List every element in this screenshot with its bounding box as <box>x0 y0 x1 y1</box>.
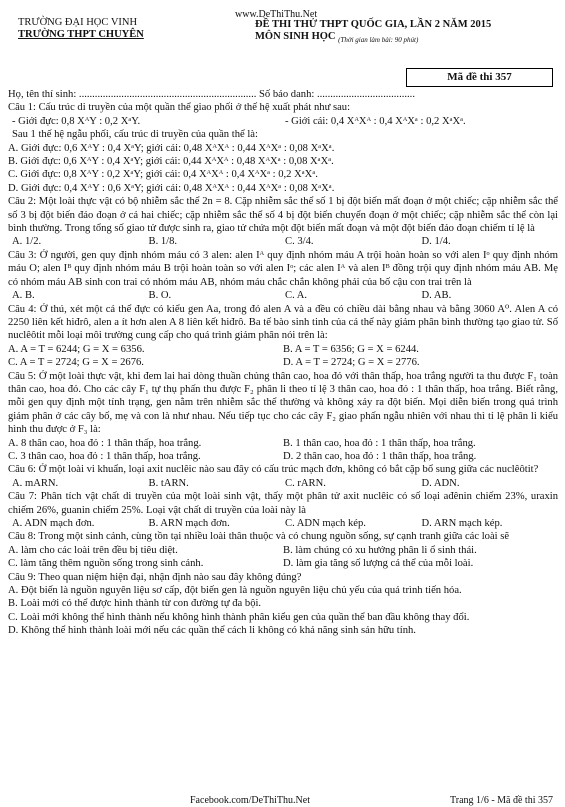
q7-option-d[interactable]: D. ARN mạch kép. <box>421 518 503 529</box>
q1-stem: Câu 1: Cấu trúc di truyền của một quần thể giao phối ở thế hệ xuất phát như sau: <box>8 102 351 114</box>
q5-option-b[interactable]: B. 1 thân cao, hoa đỏ : 1 thân thấp, hoa trắng. <box>283 437 476 449</box>
q1-gender-row <box>8 115 558 128</box>
q2-option-d[interactable]: D. 1/4. <box>421 236 451 248</box>
school-name-2: TRƯỜNG THPT CHUYÊN <box>18 29 144 40</box>
q8-option-b[interactable]: B. làm chúng có xu hướng phân li ổ sinh thái. <box>283 544 477 556</box>
q7-option-c[interactable]: C. ADN mạch kép. <box>285 518 366 529</box>
q1-line2: Sau 1 thế hệ ngẫu phối, cấu trúc di truyền của quần thể là: <box>12 129 258 141</box>
q7-stem: Câu 7: Phân tích vật chất di truyền của một loài sinh vật, thấy một phân tử axit nuclêic có số loại ađênin chiếm 23%, uraxin chiếm 26%, guanin chiếm 25%. Loại vật chất di truyền của loài này là <box>8 491 558 516</box>
q3-option-b[interactable]: B. O. <box>148 290 172 302</box>
q1-female: - Giới cái: 0,4 XᴬXᴬ : 0,4 XᴬXᵃ : 0,2 XᵃXᵃ. <box>285 115 466 127</box>
q6-option-d[interactable]: D. ADN. <box>421 477 460 489</box>
q2-option-a[interactable]: A. 1/2. <box>12 236 42 248</box>
q6-options <box>8 477 558 490</box>
exam-code-box: Mã đề thi 357 <box>406 68 553 87</box>
q8-option-c[interactable]: C. làm tăng thêm nguồn sống trong sinh cảnh. <box>8 558 204 570</box>
q6-option-c[interactable]: C. rARN. <box>285 477 326 489</box>
q6-option-a[interactable]: A. mARN. <box>12 477 59 489</box>
exam-title-block <box>255 19 491 43</box>
q2-option-c[interactable]: C. 3/4. <box>285 236 314 248</box>
q3-option-a[interactable]: A. B. <box>12 290 35 302</box>
header <box>0 6 565 83</box>
q2-options <box>8 235 558 248</box>
q4-options-row2 <box>8 356 558 369</box>
q8-options-row1 <box>8 544 558 557</box>
q4-option-a[interactable]: A. A = T = 6244; G = X = 6356. <box>8 343 145 355</box>
q1-option-a[interactable]: A. Giới đực: 0,6 XᴬY : 0,4 XᵃY; giới cái: 0,48 XᴬXᴬ : 0,44 XᴬXᵃ : 0,08 XᵃXᵃ. <box>8 142 335 154</box>
q9-option-b[interactable]: B. Loài mới có thể được hình thành từ con đường tự đa bội. <box>8 598 262 610</box>
q1-option-b[interactable]: B. Giới đực: 0,6 XᴬY : 0,4 XᵃY; giới cái: 0,44 XᴬXᴬ : 0,48 XᴬXᵃ : 0,08 XᵃXᵃ. <box>8 156 334 168</box>
q5-options-row1 <box>8 437 558 450</box>
q3-options <box>8 289 558 302</box>
q8-stem: Câu 8: Trong một sinh cảnh, cùng tồn tại nhiều loài thân thuộc và có chung nguồn sống, sự cạnh tranh giữa các loài sẽ <box>8 531 510 543</box>
q1-option-d[interactable]: D. Giới đực: 0,4 XᴬY : 0,6 XᵃY; giới cái: 0,48 XᴬXᴬ : 0,44 XᴬXᵃ : 0,08 XᵃXᵃ. <box>8 182 335 194</box>
q4-options-row1 <box>8 343 558 356</box>
q9-option-c[interactable]: C. Loài mới không thể hình thành nếu không hình thành phân kiểu gen của quần thể ban đầu không thay đổi. <box>8 611 470 623</box>
student-info: Họ, tên thí sinh: ................................................................... Số báo danh: ..................................... <box>8 89 415 100</box>
q3-stem: Câu 3: Ở người, gen quy định nhóm máu có 3 alen: alen Iᴬ quy định nhóm máu A trội hoàn hoàn so với alen Iᵒ quy định nhóm máu O; alen Iᴮ quy định nhóm máu B trội hoàn toàn so với alen Iᵒ; các alen Iᴬ và alen Iᴮ đồng trội quy định nhóm máu AB. Mẹ có nhóm máu AB sinh con trai có nhóm máu AB, nhóm máu chắc chắn không phải của bố cậu con trai trên là <box>8 249 558 288</box>
q7-option-b[interactable]: B. ARN mạch đơn. <box>148 518 230 529</box>
q8-option-a[interactable]: A. làm cho các loài trên đều bị tiêu diệt. <box>8 544 178 556</box>
q2-option-b[interactable]: B. 1/8. <box>148 236 178 248</box>
q8-option-d[interactable]: D. làm gia tăng số lượng cá thể của mỗi loài. <box>283 558 474 570</box>
q6-stem: Câu 6: Ở một loài vi khuẩn, loại axit nuclêic nào sau đây có cấu trúc mạch đơn, không có bắt cặp bổ sung giữa các nuclêôtit? <box>8 464 539 476</box>
q5-option-a[interactable]: A. 8 thân cao, hoa đỏ : 1 thân thấp, hoa trắng. <box>8 437 202 449</box>
website-link[interactable]: www.DeThiThu.Net <box>235 9 318 20</box>
q2-stem: Câu 2: Một loài thực vật có bộ nhiễm sắc thể 2n = 8. Cặp nhiễm sắc thể số 1 bị đột biến mất đoạn ở một chiếc; cặp nhiễm sắc thể số 3 bị đột biến đảo đoạn ở cả hai chiếc; cặp nhiễm sắc thể số 4 bị đột biến chuyển đoạn ở một chiếc; cặp nhiễm sắc thể còn lại bình thường. Trong tổng số giao tử được sinh ra, giao tử chứa một đột biến mất đoạn và một đột biến đảo đoạn chiếm tỉ lệ là <box>8 196 558 235</box>
exam-subject <box>255 31 491 43</box>
q8-options-row2 <box>8 557 558 570</box>
page-indicator: Trang 1/6 - Mã đề thi 357 <box>450 795 553 806</box>
footer-link[interactable]: Facebook.com/DeThiThu.Net <box>190 795 310 806</box>
q9-stem: Câu 9: Theo quan niệm hiện đại, nhận định nào sau đây không đúng? <box>8 571 302 583</box>
q4-stem: Câu 4: Ở thú, xét một cá thể đực có kiểu gen Aa, trong đó alen A và a đều có chiều dài bằng nhau và bằng 3060 A⁰. Alen A có 2250 liên kết hiđrô, alen a ít hơn alen A 8 liên kết hiđrô. Ba tế bào sinh tinh của cá thể này giảm phân bình thường tạo giao tử. Số nuclêôtit mỗi loại môi trường cung cấp cho quá trình giảm phân nói trên là: <box>8 303 558 342</box>
q7-options <box>8 517 558 530</box>
time-label: (Thời gian làm bài: 90 phút) <box>338 36 419 45</box>
subject-label: MÔN SINH HỌC <box>255 31 336 42</box>
q7-option-a[interactable]: A. ADN mạch đơn. <box>12 518 95 529</box>
q5-option-d[interactable]: D. 2 thân cao, hoa đỏ : 1 thân thấp, hoa trắng. <box>283 450 477 462</box>
school-block <box>18 17 144 41</box>
q4-option-c[interactable]: C. A = T = 2724; G = X = 2676. <box>8 357 144 369</box>
q9-option-d[interactable]: D. Không thể hình thành loài mới nếu các quần thể cách li không có khả năng sinh sản hữu tính. <box>8 625 416 637</box>
q6-option-b[interactable]: B. tARN. <box>148 477 189 489</box>
q3-option-c[interactable]: C. A. <box>285 290 308 302</box>
q5-options-row2 <box>8 450 558 463</box>
q5-stem: Câu 5: Ở một loài thực vật, khi đem lai hai dòng thuần chủng thân cao, hoa đỏ với thân thấp, hoa trắng người ta thu được F₁ toàn thân cao, hoa đỏ. Cho các cây F₁ tự thụ phấn thu được F₂ phân li theo tỉ lệ 3 thân cao, hoa đỏ : 1 thân thấp, hoa trắng. Biết rằng, mỗi gen quy định một tính trạng, gen nằm trên nhiễm sắc thể thường và không xảy ra đột biến. Mọi diễn biến trong quá trình giảm phân ở các cây bố, mẹ và con là như nhau. Nếu tiếp tục cho các cây F₂ giao phấn ngẫu nhiên với nhau thì tỉ lệ phân li kiểu hình thu được ở F₃ là: <box>8 370 558 436</box>
q9-option-a[interactable]: A. Đột biến là nguồn nguyên liệu sơ cấp, đột biến gen là nguồn nguyên liệu chủ yếu của quá trình tiến hóa. <box>8 585 462 597</box>
exam-body <box>8 88 558 638</box>
q4-option-b[interactable]: B. A = T = 6356; G = X = 6244. <box>283 343 419 355</box>
q5-option-c[interactable]: C. 3 thân cao, hoa đỏ : 1 thân thấp, hoa trắng. <box>8 450 201 462</box>
school-name-1: TRƯỜNG ĐẠI HỌC VINH <box>18 17 138 28</box>
q1-male: - Giới đực: 0,8 XᴬY : 0,2 XᵃY. <box>12 115 141 127</box>
exam-title: ĐỀ THI THỬ THPT QUỐC GIA, LẦN 2 NĂM 2015 <box>255 19 492 30</box>
q1-option-c[interactable]: C. Giới đực: 0,8 XᴬY : 0,2 XᵃY; giới cái: 0,4 XᴬXᴬ : 0,4 XᴬXᵃ : 0,2 XᵃXᵃ. <box>8 169 318 181</box>
q4-option-d[interactable]: D. A = T = 2724; G = X = 2776. <box>283 357 420 369</box>
q3-option-d[interactable]: D. AB. <box>421 290 452 302</box>
